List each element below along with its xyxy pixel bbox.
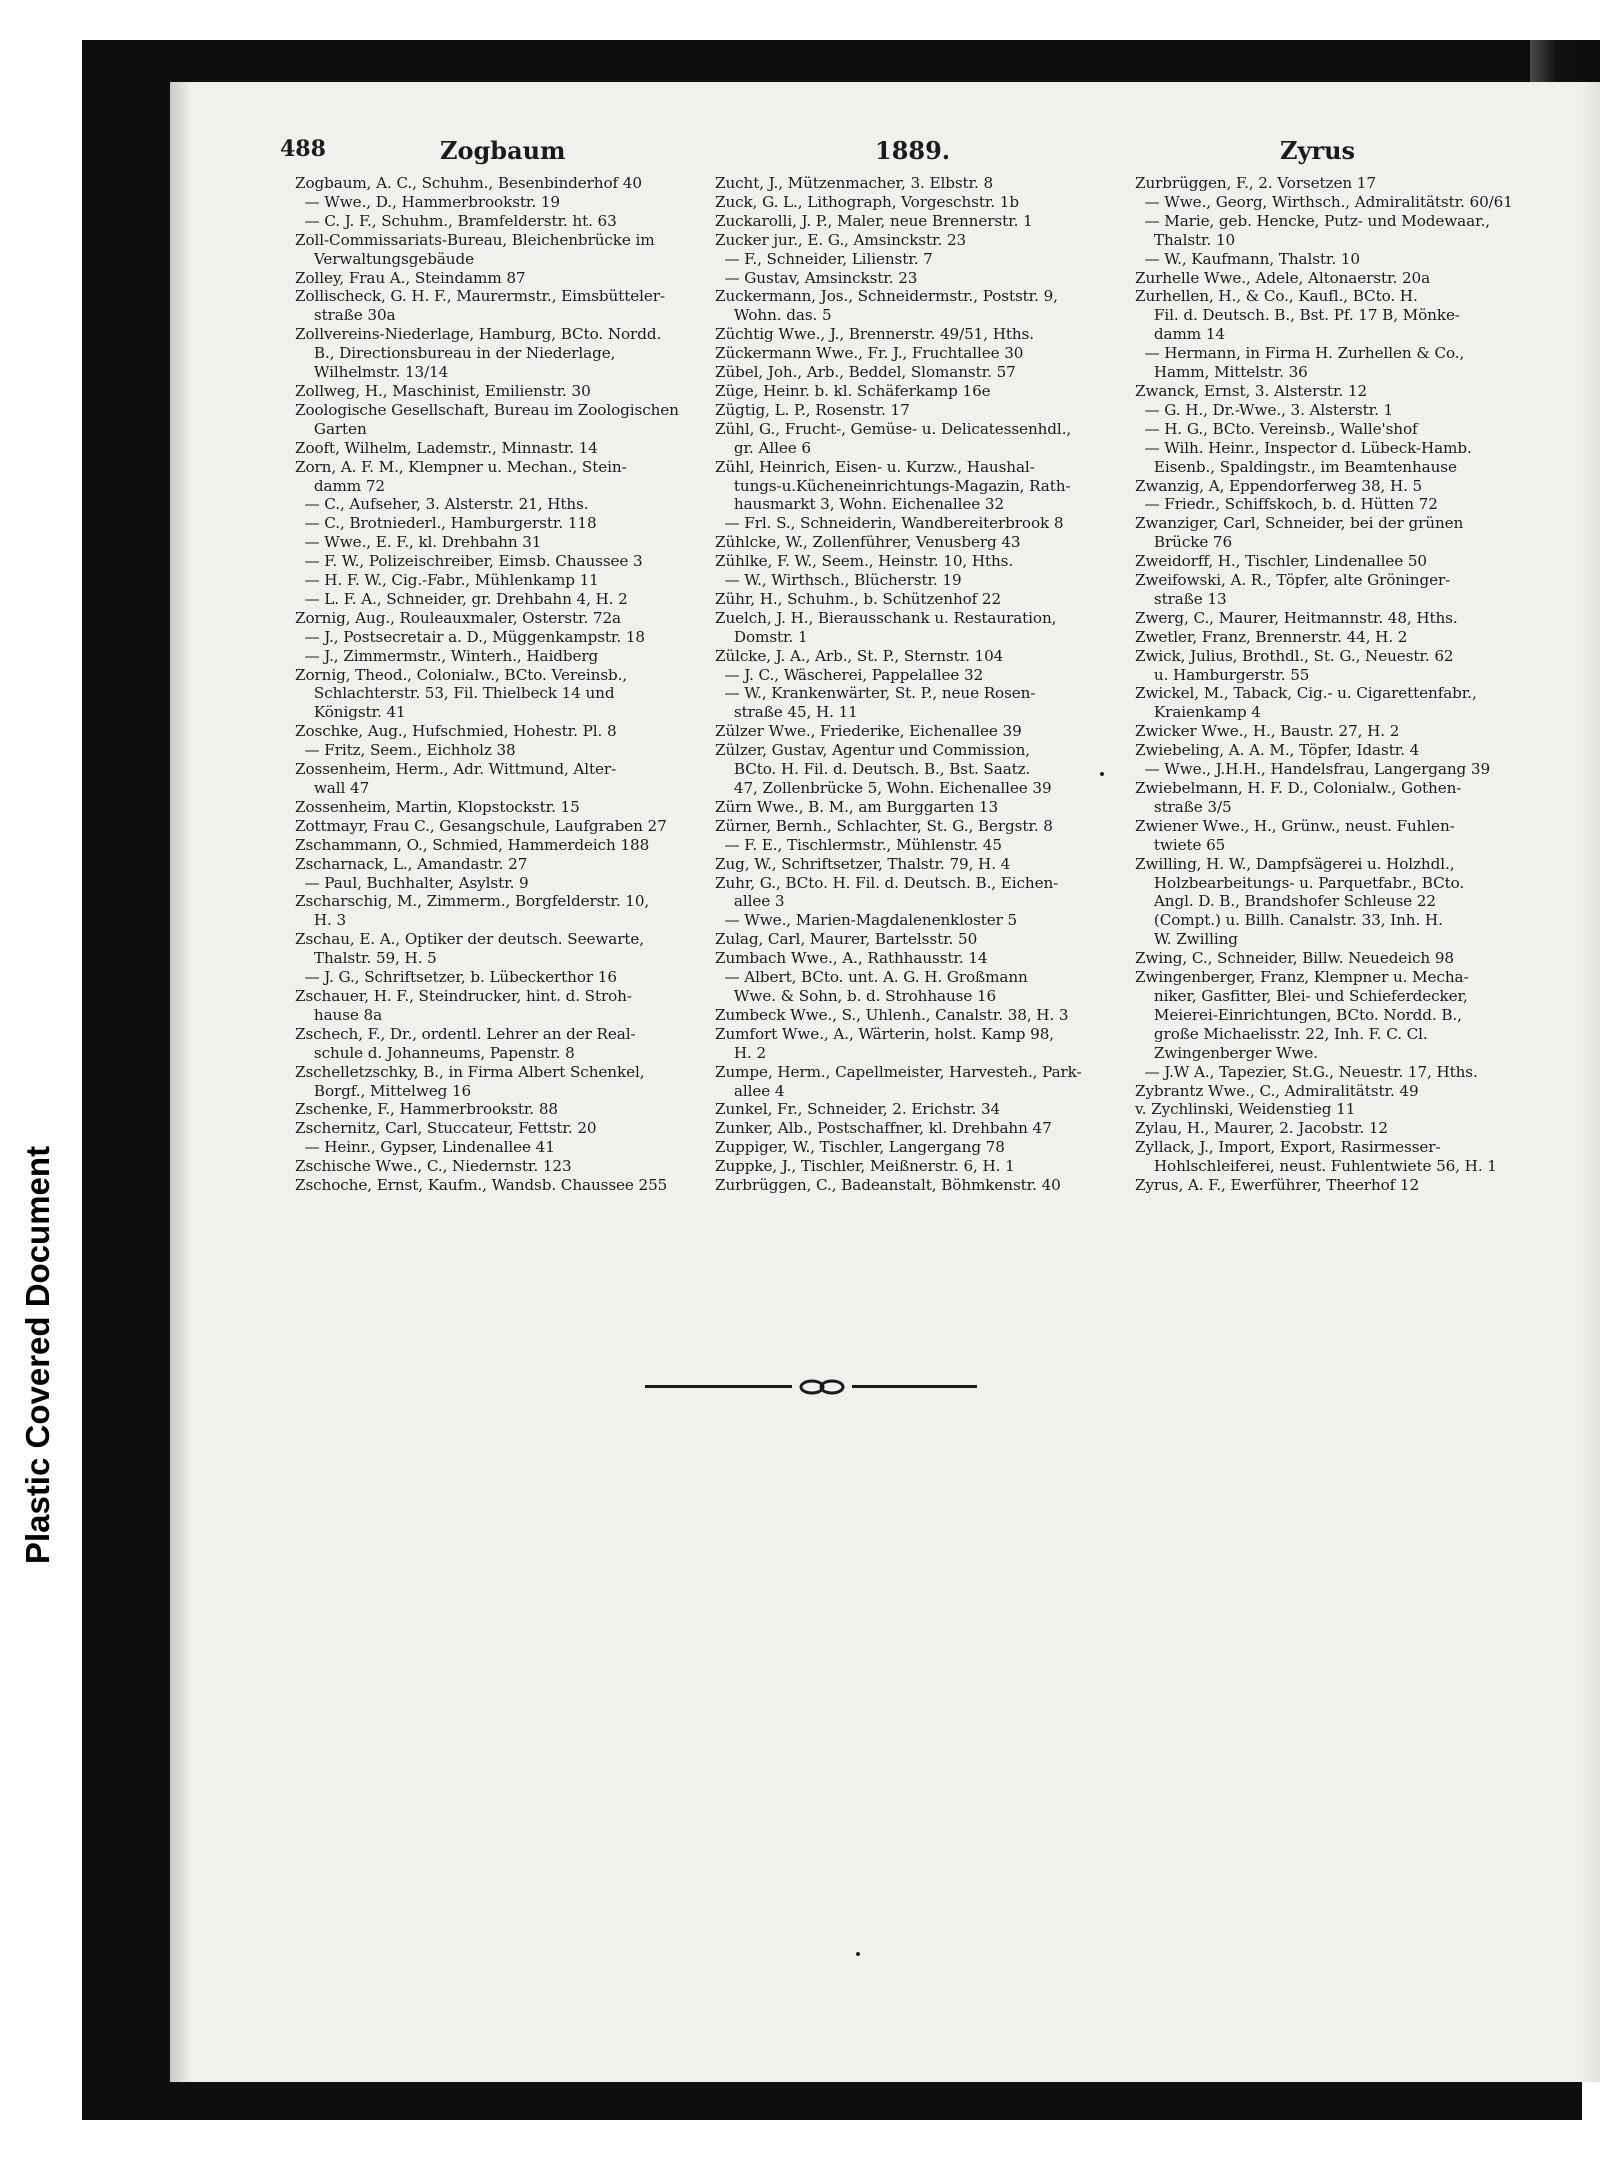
- directory-entry-line: Hohlschleiferei, neust. Fuhlentwiete 56, H. 1: [1135, 1157, 1497, 1176]
- directory-entry-line: Zübel, Joh., Arb., Beddel, Slomanstr. 57: [715, 363, 1016, 382]
- side-label: [8, 1095, 68, 1615]
- directory-entry-line: Zschammann, O., Schmied, Hammerdeich 188: [295, 835, 650, 854]
- directory-entry-line: Zschelletzschky, B., in Firma Albert Schenkel,: [295, 1062, 645, 1081]
- directory-entry-line: — C. J. F., Schuhm., Bramfelderstr. ht. 63: [295, 211, 617, 230]
- directory-entry-line: Zurbrüggen, F., 2. Vorsetzen 17: [1135, 174, 1376, 192]
- directory-entry-line: straße 3/5: [1135, 797, 1232, 816]
- directory-entry-line: — Heinr., Gypser, Lindenallee 41: [295, 1138, 555, 1157]
- directory-entry-line: Eisenb., Spaldingstr., im Beamtenhause: [1135, 457, 1457, 476]
- page-edge-left: [170, 82, 192, 2082]
- directory-entry-line: Königstr. 41: [295, 703, 406, 722]
- directory-entry-line: Zwingenberger, Franz, Klempner u. Mecha-: [1135, 968, 1469, 987]
- directory-entry-line: damm 72: [295, 476, 385, 495]
- directory-entry-line: H. 3: [295, 911, 347, 930]
- directory-entry-line: Thalstr. 10: [1135, 230, 1236, 249]
- directory-entry-line: Zwicker Wwe., H., Baustr. 27, H. 2: [1135, 722, 1400, 741]
- directory-entry-line: Zwiener Wwe., H., Grünw., neust. Fuhlen-: [1135, 816, 1455, 835]
- directory-entry-line: Zottmayr, Frau C., Gesangschule, Laufgraben 27: [295, 816, 667, 835]
- directory-entry-line: — Wwe., J.H.H., Handelsfrau, Langergang 39: [1135, 760, 1491, 779]
- directory-entry-line: Zunker, Alb., Postschaffner, kl. Drehbahn 47: [715, 1119, 1052, 1138]
- directory-entry-line: — Paul, Buchhalter, Asylstr. 9: [295, 873, 529, 892]
- directory-entry-line: große Michaelisstr. 22, Inh. F. C. Cl.: [1135, 1024, 1428, 1043]
- side-label-text: Plastic Covered Document: [19, 1145, 56, 1565]
- directory-entry-line: Zogbaum, A. C., Schuhm., Besenbinderhof 40: [295, 174, 642, 192]
- directory-entry-line: Zooft, Wilhelm, Lademstr., Minnastr. 14: [295, 438, 598, 457]
- directory-entry-line: Zühl, Heinrich, Eisen- u. Kurzw., Haushal-: [715, 457, 1035, 476]
- directory-entry-line: damm 14: [1135, 325, 1225, 344]
- directory-entry-line: wall 47: [295, 779, 370, 797]
- directory-entry-line: Zossenheim, Herm., Adr. Wittmund, Alter-: [295, 760, 617, 779]
- directory-entry-line: Wohn. das. 5: [715, 306, 832, 325]
- directory-entry-line: Zschauer, H. F., Steindrucker, hint. d. Stroh-: [295, 986, 632, 1005]
- page-edge-right: [1580, 82, 1600, 2082]
- directory-entry-line: — J., Zimmermstr., Winterh., Haidberg: [295, 646, 599, 665]
- directory-entry-line: Garten: [295, 419, 367, 438]
- directory-entry-line: — H. F. W., Cig.-Fabr., Mühlenkamp 11: [295, 571, 599, 590]
- directory-entry-line: Zollweg, H., Maschinist, Emilienstr. 30: [295, 381, 591, 400]
- directory-entry-line: tungs-u.Kücheneinrichtungs-Magazin, Rath-: [715, 476, 1071, 495]
- directory-entry-line: — F. W., Polizeischreiber, Eimsb. Chaussee 3: [295, 552, 643, 571]
- directory-entry-line: Zwilling, H. W., Dampfsägerei u. Holzhdl.,: [1135, 854, 1455, 873]
- directory-entry-line: Zoschke, Aug., Hufschmied, Hohestr. Pl. 8: [295, 722, 617, 741]
- directory-entry-line: Zwanck, Ernst, 3. Alsterstr. 12: [1135, 381, 1368, 400]
- directory-entry-line: Zwiebeling, A. A. M., Töpfer, Idastr. 4: [1135, 741, 1420, 760]
- page-year: 1889.: [875, 136, 951, 165]
- directory-entry-line: Zwerg, C., Maurer, Heitmannstr. 48, Hths.: [1135, 608, 1458, 627]
- directory-entry-line: niker, Gasfitter, Blei- und Schieferdecker,: [1135, 986, 1468, 1005]
- directory-entry-line: Zoll-Commissariats-Bureau, Bleichenbrücke im: [295, 230, 655, 249]
- directory-entry-line: Zühr, H., Schuhm., b. Schützenhof 22: [715, 589, 1002, 608]
- directory-column-2: [715, 174, 1157, 1195]
- directory-entry-line: Zumbeck Wwe., S., Uhlenh., Canalstr. 38, H. 3: [715, 1005, 1069, 1024]
- ink-speck: [1100, 772, 1104, 776]
- directory-entry-line: Zorn, A. F. M., Klempner u. Mechan., Stein-: [295, 457, 627, 476]
- directory-entry-line: Zwanziger, Carl, Schneider, bei der grünen: [1135, 514, 1464, 533]
- directory-entry-line: Zülzer, Gustav, Agentur und Commission,: [715, 741, 1030, 760]
- directory-entry-line: u. Hamburgerstr. 55: [1135, 665, 1310, 684]
- page-header: [170, 136, 1600, 176]
- directory-entry-line: Zühlcke, W., Zollenführer, Venusberg 43: [715, 533, 1021, 552]
- directory-entry-line: Zwetler, Franz, Brennerstr. 44, H. 2: [1135, 627, 1408, 646]
- directory-entry-line: — Wilh. Heinr., Inspector d. Lübeck-Hamb.: [1135, 438, 1472, 457]
- directory-entry-line: Zwick, Julius, Brothdl., St. G., Neuestr. 62: [1135, 646, 1454, 665]
- directory-column-1: [295, 174, 737, 1195]
- directory-entry-line: Zornig, Theod., Colonialw., BCto. Vereinsb.,: [295, 665, 628, 684]
- directory-entry-line: straße 30a: [295, 306, 396, 325]
- directory-entry-line: Zuckermann, Jos., Schneidermstr., Poststr. 9,: [715, 287, 1058, 306]
- directory-entry-line: hausmarkt 3, Wohn. Eichenallee 32: [715, 495, 1005, 514]
- directory-entry-line: v. Zychlinski, Weidenstieg 11: [1135, 1100, 1356, 1119]
- directory-entry-line: Zybrantz Wwe., C., Admiralitätstr. 49: [1135, 1081, 1419, 1100]
- directory-entry-line: Schlachterstr. 53, Fil. Thielbeck 14 und: [295, 684, 615, 703]
- directory-entry-line: Zuppiger, W., Tischler, Langergang 78: [715, 1138, 1005, 1157]
- directory-entry-line: Zollvereins-Niederlage, Hamburg, BCto. Nordd.: [295, 325, 662, 344]
- directory-entry-line: Zurbrüggen, C., Badeanstalt, Böhmkenstr. 40: [715, 1176, 1061, 1195]
- directory-entry-line: Zwingenberger Wwe.: [1135, 1043, 1318, 1062]
- directory-entry-line: hause 8a: [295, 1005, 383, 1024]
- directory-entry-line: — Wwe., D., Hammerbrookstr. 19: [295, 192, 560, 211]
- ink-speck: [856, 1952, 860, 1956]
- directory-entry-line: Zylau, H., Maurer, 2. Jacobstr. 12: [1135, 1119, 1388, 1138]
- directory-entry-line: Zuckarolli, J. P., Maler, neue Brennerstr. 1: [715, 211, 1033, 230]
- directory-entry-line: Zolley, Frau A., Steindamm 87: [295, 268, 526, 287]
- directory-entry-line: Zyllack, J., Import, Export, Rasirmesser-: [1135, 1138, 1441, 1157]
- directory-entry-line: — Hermann, in Firma H. Zurhellen & Co.,: [1135, 344, 1465, 363]
- directory-entry-line: Zscharnack, L., Amandastr. 27: [295, 854, 528, 873]
- directory-entry-line: Zweifowski, A. R., Töpfer, alte Gröninger-: [1135, 571, 1451, 590]
- directory-entry-line: — F., Schneider, Lilienstr. 7: [715, 249, 933, 268]
- directory-entry-line: Zwing, C., Schneider, Billw. Neuedeich 98: [1135, 949, 1454, 968]
- directory-entry-line: Wwe. & Sohn, b. d. Strohhause 16: [715, 986, 997, 1005]
- directory-entry-line: — Wwe., E. F., kl. Drehbahn 31: [295, 533, 542, 552]
- directory-entry-line: Zülzer Wwe., Friederike, Eichenallee 39: [715, 722, 1022, 741]
- directory-entry-line: Zwanzig, A, Eppendorferweg 38, H. 5: [1135, 476, 1423, 495]
- directory-entry-line: Zurhellen, H., & Co., Kaufl., BCto. H.: [1135, 287, 1418, 306]
- directory-entry-line: Zschoche, Ernst, Kaufm., Wandsb. Chaussee 255: [295, 1176, 668, 1195]
- directory-entry-line: Holzbearbeitungs- u. Parquetfabr., BCto.: [1135, 873, 1465, 892]
- directory-entry-line: Domstr. 1: [715, 627, 808, 646]
- directory-entry-line: — F. E., Tischlermstr., Mühlenstr. 45: [715, 835, 1002, 854]
- directory-entry-line: Zulag, Carl, Maurer, Bartelsstr. 50: [715, 930, 978, 949]
- directory-entry-line: W. Zwilling: [1135, 930, 1238, 949]
- directory-entry-line: Zumpe, Herm., Capellmeister, Harvesteh., Park-: [715, 1062, 1082, 1081]
- directory-entry-line: Zschau, E. A., Optiker der deutsch. Seewarte,: [295, 930, 644, 949]
- directory-entry-line: Brücke 76: [1135, 533, 1233, 552]
- directory-entry-line: Zülcke, J. A., Arb., St. P., Sternstr. 104: [715, 646, 1004, 665]
- directory-entry-line: — Fritz, Seem., Eichholz 38: [295, 741, 516, 760]
- directory-entry-line: Zyrus, A. F., Ewerführer, Theerhof 12: [1135, 1176, 1420, 1195]
- directory-entry-line: — L. F. A., Schneider, gr. Drehbahn 4, H. 2: [295, 589, 628, 608]
- directory-entry-line: Angl. D. B., Brandshofer Schleuse 22: [1135, 892, 1436, 911]
- directory-entry-line: — Albert, BCto. unt. A. G. H. Großmann: [715, 968, 1028, 987]
- directory-entry-line: — C., Aufseher, 3. Alsterstr. 21, Hths.: [295, 495, 589, 514]
- scanned-document: [82, 40, 1582, 2120]
- directory-entry-line: Zuelch, J. H., Bierausschank u. Restauration,: [715, 608, 1057, 627]
- directory-entry-line: Zschenke, F., Hammerbrookstr. 88: [295, 1100, 558, 1119]
- directory-column-3: [1135, 174, 1577, 1195]
- directory-entry-line: — Friedr., Schiffskoch, b. d. Hütten 72: [1135, 495, 1438, 514]
- directory-entry-line: Zschische Wwe., C., Niedernstr. 123: [295, 1157, 572, 1176]
- directory-entry-line: schule d. Johanneums, Papenstr. 8: [295, 1043, 575, 1062]
- directory-entry-line: BCto. H. Fil. d. Deutsch. B., Bst. Saatz.: [715, 760, 1031, 779]
- directory-entry-line: Zweidorff, H., Tischler, Lindenallee 50: [1135, 552, 1427, 571]
- running-head-right: Zyrus: [1280, 136, 1356, 165]
- directory-entry-line: Zückermann Wwe., Fr. J., Fruchtallee 30: [715, 344, 1024, 363]
- document-page: [170, 82, 1600, 2082]
- directory-entry-line: — H. G., BCto. Vereinsb., Walle'shof: [1135, 419, 1418, 438]
- directory-entry-line: (Compt.) u. Billh. Canalstr. 33, Inh. H.: [1135, 911, 1443, 930]
- directory-entry-line: Borgf., Mittelweg 16: [295, 1081, 472, 1100]
- directory-entry-line: — Wwe., Marien-Magdalenenkloster 5: [715, 911, 1018, 930]
- directory-entry-line: Verwaltungsgebäude: [295, 249, 475, 268]
- directory-entry-line: — Frl. S., Schneiderin, Wandbereiterbrook 8: [715, 514, 1064, 533]
- directory-entry-line: Zossenheim, Martin, Klopstockstr. 15: [295, 797, 580, 816]
- directory-entry-line: — Marie, geb. Hencke, Putz- und Modewaar.,: [1135, 211, 1491, 230]
- directory-entry-line: Zschernitz, Carl, Stuccateur, Fettstr. 20: [295, 1119, 597, 1138]
- directory-entry-line: Kraienkamp 4: [1135, 703, 1261, 722]
- directory-entry-line: Zürn Wwe., B. M., am Burggarten 13: [715, 797, 999, 816]
- directory-entry-line: Fil. d. Deutsch. B., Bst. Pf. 17 B, Mönke-: [1135, 306, 1460, 325]
- directory-entry-line: Zornig, Aug., Rouleauxmaler, Osterstr. 72a: [295, 608, 621, 627]
- directory-entry-line: Zuppke, J., Tischler, Meißnerstr. 6, H. 1: [715, 1157, 1015, 1176]
- directory-entry-line: — W., Wirthsch., Blücherstr. 19: [715, 571, 962, 590]
- directory-entry-line: Zoologische Gesellschaft, Bureau im Zoologischen: [295, 400, 679, 419]
- directory-entry-line: Zschech, F., Dr., ordentl. Lehrer an der Real-: [295, 1024, 636, 1043]
- directory-entry-line: Zug, W., Schriftsetzer, Thalstr. 79, H. 4: [715, 854, 1011, 873]
- directory-entry-line: Zurhelle Wwe., Adele, Altonaerstr. 20a: [1135, 268, 1431, 287]
- directory-entry-line: gr. Allee 6: [715, 438, 811, 457]
- directory-entry-line: — W., Kaufmann, Thalstr. 10: [1135, 249, 1360, 268]
- directory-entry-line: Zügtig, L. P., Rosenstr. 17: [715, 400, 910, 419]
- directory-entry-line: H. 2: [715, 1043, 767, 1062]
- directory-entry-line: Zuck, G. L., Lithograph, Vorgeschstr. 1b: [715, 192, 1019, 211]
- directory-entry-line: allee 3: [715, 892, 785, 911]
- directory-entry-line: Züchtig Wwe., J., Brennerstr. 49/51, Hths.: [715, 325, 1034, 344]
- directory-entry-line: Thalstr. 59, H. 5: [295, 949, 437, 968]
- rule-ornament: [792, 1377, 852, 1397]
- directory-entry-line: Hamm, Mittelstr. 36: [1135, 363, 1308, 382]
- directory-entry-line: Zucker jur., E. G., Amsinckstr. 23: [715, 230, 967, 249]
- directory-entry-line: Zühlke, F. W., Seem., Heinstr. 10, Hths.: [715, 552, 1014, 571]
- directory-entry-line: straße 45, H. 11: [715, 703, 858, 722]
- directory-entry-line: straße 13: [1135, 589, 1227, 608]
- page-number: 488: [280, 136, 326, 162]
- directory-entry-line: — J., Postsecretair a. D., Müggenkampstr. 18: [295, 627, 645, 646]
- running-head-left: Zogbaum: [440, 136, 566, 165]
- directory-entry-line: Zucht, J., Mützenmacher, 3. Elbstr. 8: [715, 174, 994, 192]
- directory-entry-line: Zumfort Wwe., A., Wärterin, holst. Kamp 98,: [715, 1024, 1055, 1043]
- directory-entry-line: 47, Zollenbrücke 5, Wohn. Eichenallee 39: [715, 779, 1052, 797]
- directory-entry-line: Zwiebelmann, H. F. D., Colonialw., Gothen-: [1135, 779, 1462, 797]
- directory-entry-line: Zumbach Wwe., A., Rathhausstr. 14: [715, 949, 988, 968]
- directory-entry-line: Zühl, G., Frucht-, Gemüse- u. Delicatessenhdl.,: [715, 419, 1072, 438]
- directory-entry-line: Zuhr, G., BCto. H. Fil. d. Deutsch. B., Eichen-: [715, 873, 1059, 892]
- directory-entry-line: Zwickel, M., Taback, Cig.- u. Cigarettenfabr.,: [1135, 684, 1477, 703]
- directory-entry-line: Zürner, Bernh., Schlachter, St. G., Bergstr. 8: [715, 816, 1053, 835]
- directory-entry-line: Zunkel, Fr., Schneider, 2. Erichstr. 34: [715, 1100, 1001, 1119]
- directory-entry-line: — Gustav, Amsinckstr. 23: [715, 268, 918, 287]
- directory-entry-line: — W., Krankenwärter, St. P., neue Rosen-: [715, 684, 1036, 703]
- directory-entry-line: Wilhelmstr. 13/14: [295, 363, 449, 382]
- directory-entry-line: B., Directionsbureau in der Niederlage,: [295, 344, 616, 363]
- directory-entry-line: Züge, Heinr. b. kl. Schäferkamp 16e: [715, 381, 991, 400]
- directory-entry-line: allee 4: [715, 1081, 785, 1100]
- directory-entry-line: — G. H., Dr.-Wwe., 3. Alsterstr. 1: [1135, 400, 1394, 419]
- directory-entry-line: — J. G., Schriftsetzer, b. Lübeckerthor 16: [295, 968, 617, 987]
- directory-entry-line: Zollischeck, G. H. F., Maurermstr., Eimsbütteler-: [295, 287, 665, 306]
- directory-entry-line: — J.W A., Tapezier, St.G., Neuestr. 17, Hths.: [1135, 1062, 1478, 1081]
- directory-entry-line: Zscharschig, M., Zimmerm., Borgfelderstr. 10,: [295, 892, 650, 911]
- directory-entry-line: Meierei-Einrichtungen, BCto. Nordd. B.,: [1135, 1005, 1462, 1024]
- directory-entry-line: twiete 65: [1135, 835, 1226, 854]
- directory-entry-line: — Wwe., Georg, Wirthsch., Admiralitätstr. 60/61: [1135, 192, 1513, 211]
- directory-entry-line: — J. C., Wäscherei, Pappelallee 32: [715, 665, 984, 684]
- directory-entry-line: — C., Brotniederl., Hamburgerstr. 118: [295, 514, 597, 533]
